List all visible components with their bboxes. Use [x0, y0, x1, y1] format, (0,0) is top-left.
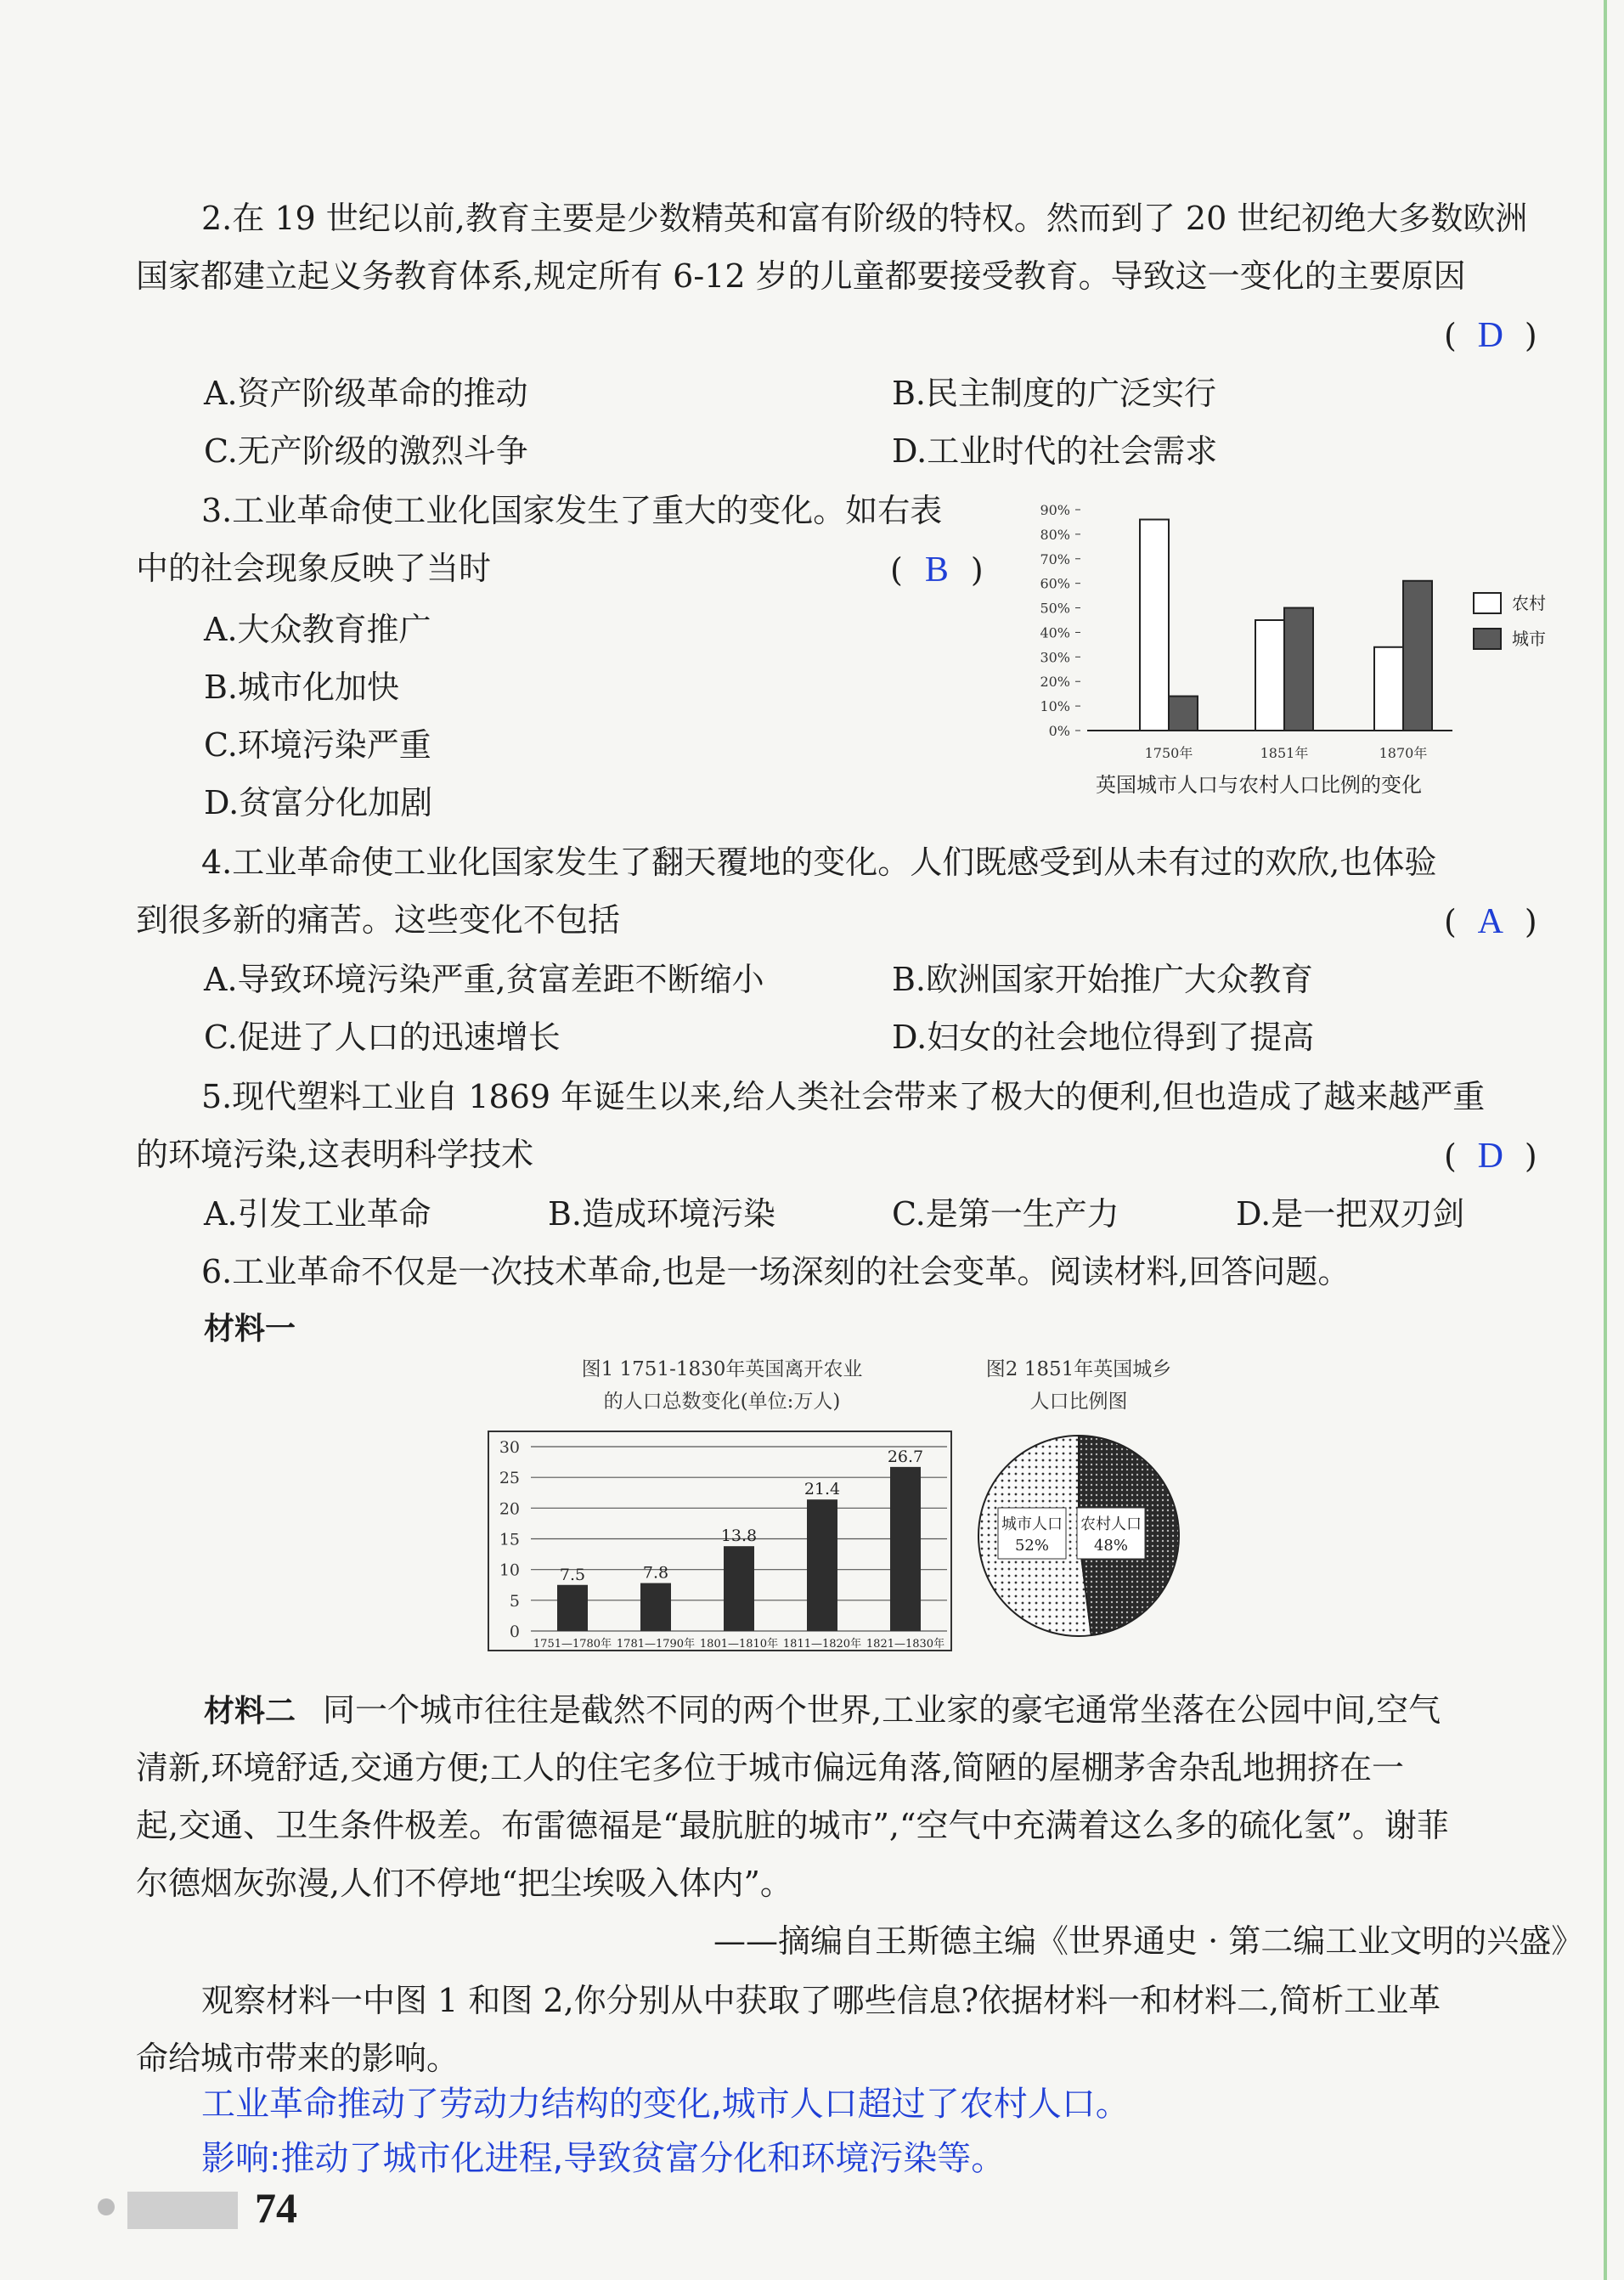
material-2-line2: 清新,环境舒适,交通方便;工人的住宅多位于城市偏远角落,简陋的屋棚茅舍杂乱地拥挤在一	[136, 1749, 1405, 1786]
q4-stem-line2: 到很多新的痛苦。这些变化不包括	[136, 901, 621, 939]
material-2-text-1: 同一个城市往往是截然不同的两个世界,工业家的豪宅通常坐落在公园中间,空气	[323, 1691, 1441, 1729]
q3-stem-line1: 3.工业革命使工业化国家发生了重大的变化。如右表	[201, 492, 943, 529]
q5-stem-line1: 5.现代塑料工业自 1869 年诞生以来,给人类社会带来了极大的便利,但也造成了越来越严重	[201, 1078, 1486, 1115]
fig1-x-tick-label: 1821—1830年	[866, 1638, 945, 1651]
q2-option-c: C.无产阶级的激烈斗争	[204, 432, 528, 470]
material-1-label: 材料一	[204, 1312, 296, 1346]
q6-answer-line1: 工业革命推动了劳动力结构的变化,城市人口超过了农村人口。	[201, 2085, 1130, 2124]
q3-answer-letter: B	[924, 550, 949, 590]
fig1-value-label: 7.5	[559, 1565, 586, 1584]
urban-rural-ratio-chart	[1028, 493, 1571, 807]
fig1-bar	[807, 1499, 837, 1631]
c1-y-tick-label: 70%	[1040, 550, 1070, 567]
q5-answer-letter: D	[1477, 1137, 1503, 1176]
c1-bar-rural	[1374, 647, 1403, 731]
c1-bar-rural	[1140, 520, 1169, 731]
c1-legend-label-urban: 城市	[1512, 629, 1546, 649]
q6-answer-line2: 影响:推动了城市化进程,导致贫富分化和环境污染等。	[201, 2139, 1006, 2178]
q2-option-b: B.民主制度的广泛实行	[892, 375, 1217, 412]
q2-answer: ( D )	[1444, 316, 1537, 355]
fig1-value-label: 13.8	[720, 1527, 758, 1546]
c1-legend-label-rural: 农村	[1512, 593, 1546, 613]
q2-stem-line2: 国家都建立起义务教育体系,规定所有 6-12 岁的儿童都要接受教育。导致这一变化的主要原因	[136, 257, 1466, 295]
fig2-pie-chart	[951, 1355, 1206, 1644]
fig1-y-tick-label: 30	[499, 1438, 520, 1457]
c1-legend-swatch-urban	[1474, 629, 1501, 649]
fig1-y-tick-label: 25	[499, 1469, 520, 1488]
c1-y-tick-label: 60%	[1040, 575, 1070, 592]
material-2-line3: 起,交通、卫生条件极差。布雷德福是“最肮脏的城市”,“空气中充满着这么多的硫化氢”。谢菲	[136, 1807, 1449, 1844]
c1-y-tick-label: 30%	[1040, 649, 1070, 666]
fig1-bar	[557, 1585, 588, 1631]
c1-y-tick-label: 20%	[1040, 674, 1070, 691]
q3-option-b: B.城市化加快	[204, 669, 400, 706]
fig1-value-label: 26.7	[887, 1447, 924, 1466]
fig1-y-tick-label: 20	[499, 1499, 520, 1519]
q5-option-d: D.是一把双刃剑	[1236, 1195, 1465, 1233]
pie-value-rural: 48%	[1093, 1537, 1129, 1555]
q4-answer-letter: A	[1477, 902, 1503, 941]
material-2-label: 材料二	[204, 1694, 296, 1729]
pie-label-rural: 农村人口	[1080, 1515, 1142, 1533]
q4-answer: ( A )	[1444, 902, 1537, 941]
q3-option-d: D.贫富分化加剧	[204, 784, 433, 821]
q2-option-d: D.工业时代的社会需求	[892, 432, 1218, 470]
fig2-title-line1: 图2 1851年英国城乡	[985, 1358, 1172, 1380]
q4-stem-line1: 4.工业革命使工业化国家发生了翻天覆地的变化。人们既感受到从未有过的欢欣,也体验	[201, 844, 1437, 881]
fig1-x-tick-label: 1801—1810年	[699, 1638, 779, 1651]
c1-y-tick-label: 10%	[1040, 698, 1070, 715]
q4-option-a: A.导致环境污染严重,贫富差距不断缩小	[204, 961, 764, 998]
c1-title: 英国城市人口与农村人口比例的变化	[1096, 773, 1422, 797]
fig1-x-tick-label: 1811—1820年	[782, 1638, 862, 1651]
q5-stem-line2: 的环境污染,这表明科学技术	[136, 1136, 534, 1173]
fig1-x-tick-label: 1781—1790年	[616, 1638, 696, 1651]
fig1-y-tick-label: 0	[509, 1623, 520, 1641]
c1-bar-urban	[1284, 608, 1313, 731]
pie-value-urban: 52%	[1014, 1537, 1050, 1555]
c1-x-tick-label: 1750年	[1144, 745, 1193, 761]
q3-option-a: A.大众教育推广	[204, 611, 431, 648]
q3-option-c: C.环境污染严重	[204, 726, 431, 764]
material-2-line1	[204, 1689, 1441, 1733]
c1-x-tick-label: 1870年	[1379, 745, 1428, 761]
c1-y-tick-label: 40%	[1040, 624, 1070, 641]
fig1-value-label: 21.4	[804, 1480, 841, 1499]
q3-answer: ( B )	[890, 550, 984, 590]
fig1-bar-chart	[484, 1355, 960, 1652]
q5-answer: ( D )	[1444, 1137, 1537, 1176]
fig1-bar	[640, 1583, 671, 1631]
footer-bar	[127, 2192, 238, 2229]
q3-stem-line2: 中的社会现象反映了当时	[136, 550, 492, 587]
q6-question-line1: 观察材料一中图 1 和图 2,你分别从中获取了哪些信息?依据材料一和材料二,简析工业革	[201, 1982, 1441, 2019]
material-2-source: ——摘编自王斯德主编《世界通史 · 第二编工业文明的兴盛》	[713, 1922, 1584, 1960]
fig1-x-tick-label: 1751—1780年	[533, 1638, 612, 1651]
q6-stem: 6.工业革命不仅是一次技术革命,也是一场深刻的社会变革。阅读材料,回答问题。	[201, 1253, 1351, 1290]
margin-rule	[1604, 0, 1607, 2280]
fig1-title-line2: 的人口总数变化(单位:万人)	[603, 1391, 841, 1413]
page-number: 74	[255, 2184, 297, 2232]
fig1-y-tick-label: 5	[509, 1591, 520, 1611]
fig1-bar	[890, 1467, 921, 1631]
footer-tab	[98, 2198, 115, 2215]
c1-legend-swatch-rural	[1474, 593, 1501, 613]
fig2-title-line2: 人口比例图	[1029, 1391, 1128, 1413]
q4-option-b: B.欧洲国家开始推广大众教育	[892, 961, 1314, 998]
q2-option-a: A.资产阶级革命的推动	[204, 375, 528, 412]
q4-option-c: C.促进了人口的迅速增长	[204, 1019, 561, 1056]
c1-bar-urban	[1403, 581, 1432, 731]
fig1-y-tick-label: 10	[499, 1560, 520, 1580]
q5-option-a: A.引发工业革命	[204, 1195, 431, 1233]
c1-y-tick-label: 80%	[1040, 526, 1070, 543]
q6-question-line2: 命给城市带来的影响。	[136, 2040, 460, 2077]
q5-option-b: B.造成环境污染	[548, 1195, 776, 1233]
c1-x-tick-label: 1851年	[1260, 745, 1309, 761]
c1-y-tick-label: 0%	[1048, 723, 1070, 739]
fig1-y-tick-label: 15	[499, 1530, 520, 1549]
material-2-line4: 尔德烟灰弥漫,人们不停地“把尘埃吸入体内”。	[136, 1865, 792, 1902]
c1-y-tick-label: 90%	[1040, 502, 1070, 518]
fig1-value-label: 7.8	[642, 1563, 669, 1583]
q5-option-c: C.是第一生产力	[892, 1195, 1119, 1233]
c1-bar-rural	[1255, 620, 1284, 731]
c1-y-tick-label: 50%	[1040, 600, 1070, 617]
pie-label-urban: 城市人口	[1001, 1515, 1063, 1533]
q2-stem-line1: 2.在 19 世纪以前,教育主要是少数精英和富有阶级的特权。然而到了 20 世纪初绝大多数欧洲	[201, 200, 1528, 237]
q4-option-d: D.妇女的社会地位得到了提高	[892, 1019, 1315, 1056]
fig1-title-line1: 图1 1751-1830年英国离开农业	[581, 1358, 863, 1380]
fig1-bar	[724, 1546, 754, 1631]
q2-answer-letter: D	[1477, 316, 1503, 355]
c1-bar-urban	[1169, 697, 1198, 731]
